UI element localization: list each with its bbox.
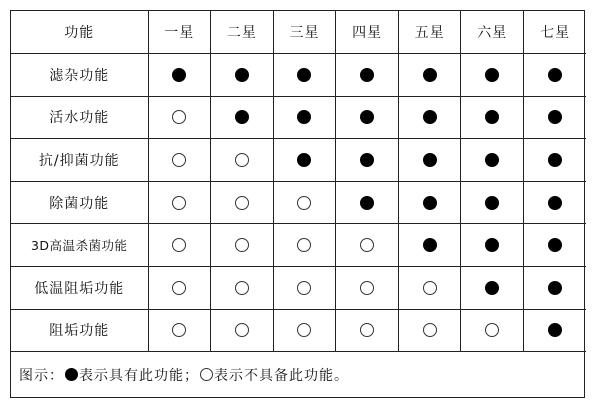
feature-cell xyxy=(336,96,399,139)
feature-cell xyxy=(524,224,587,267)
filled-dot-icon xyxy=(423,196,437,210)
table-row xyxy=(11,267,586,310)
feature-cell xyxy=(148,96,211,139)
legend-empty-text: 表示不具备此功能。 xyxy=(214,367,349,384)
feature-cell xyxy=(148,181,211,224)
feature-cell xyxy=(336,224,399,267)
table-row xyxy=(11,54,586,97)
feature-cell xyxy=(524,96,587,139)
filled-dot-icon xyxy=(423,110,437,124)
feature-cell xyxy=(211,96,274,139)
filled-dot-icon xyxy=(485,281,499,295)
empty-dot-icon xyxy=(200,368,213,381)
feature-cell xyxy=(273,224,336,267)
header-star-6: 六星 xyxy=(461,11,524,54)
filled-dot-icon xyxy=(485,110,499,124)
empty-dot-icon xyxy=(423,281,437,295)
feature-cell xyxy=(148,139,211,182)
empty-dot-icon xyxy=(172,323,186,337)
feature-cell xyxy=(461,96,524,139)
feature-cell xyxy=(148,309,211,352)
empty-dot-icon xyxy=(360,238,374,252)
empty-dot-icon xyxy=(235,153,249,167)
header-star-7: 七星 xyxy=(524,11,587,54)
empty-dot-icon xyxy=(172,238,186,252)
feature-cell xyxy=(273,139,336,182)
header-star-3: 三星 xyxy=(273,11,336,54)
feature-cell xyxy=(148,54,211,97)
header-feature-cell: 功能 xyxy=(11,11,148,54)
empty-dot-icon xyxy=(172,153,186,167)
empty-dot-icon xyxy=(297,281,311,295)
filled-dot-icon xyxy=(297,68,311,82)
feature-cell xyxy=(461,139,524,182)
filled-dot-icon xyxy=(485,153,499,167)
empty-dot-icon xyxy=(297,196,311,210)
empty-dot-icon xyxy=(360,281,374,295)
table-row xyxy=(11,224,586,267)
table-row xyxy=(11,96,586,139)
feature-cell xyxy=(336,139,399,182)
header-star-4: 四星 xyxy=(336,11,399,54)
filled-dot-icon xyxy=(548,323,562,337)
feature-label: 滤杂功能 xyxy=(11,54,148,97)
feature-cell xyxy=(336,181,399,224)
filled-dot-icon xyxy=(548,238,562,252)
feature-cell xyxy=(398,309,461,352)
feature-cell xyxy=(273,309,336,352)
filled-dot-icon xyxy=(423,238,437,252)
empty-dot-icon xyxy=(235,323,249,337)
filled-dot-icon xyxy=(423,68,437,82)
feature-cell xyxy=(461,267,524,310)
feature-cell xyxy=(398,224,461,267)
feature-cell xyxy=(398,181,461,224)
filled-dot-icon xyxy=(360,153,374,167)
feature-table xyxy=(11,11,586,352)
feature-cell xyxy=(461,309,524,352)
filled-dot-icon xyxy=(297,153,311,167)
feature-cell xyxy=(211,181,274,224)
feature-cell xyxy=(336,309,399,352)
feature-cell xyxy=(148,267,211,310)
filled-dot-icon xyxy=(423,153,437,167)
empty-dot-icon xyxy=(172,196,186,210)
table-body xyxy=(11,54,586,352)
filled-dot-icon xyxy=(235,68,249,82)
feature-cell xyxy=(211,139,274,182)
feature-cell xyxy=(211,54,274,97)
feature-cell xyxy=(398,54,461,97)
feature-cell xyxy=(524,309,587,352)
feature-cell xyxy=(461,54,524,97)
filled-dot-icon xyxy=(548,196,562,210)
filled-dot-icon xyxy=(65,368,78,381)
header-star-1: 一星 xyxy=(148,11,211,54)
empty-dot-icon xyxy=(297,323,311,337)
feature-label: 活水功能 xyxy=(11,96,148,139)
feature-cell xyxy=(336,54,399,97)
feature-cell xyxy=(273,181,336,224)
legend xyxy=(11,351,584,397)
filled-dot-icon xyxy=(360,68,374,82)
filled-dot-icon xyxy=(485,68,499,82)
feature-cell xyxy=(524,267,587,310)
feature-cell xyxy=(211,267,274,310)
feature-cell xyxy=(461,181,524,224)
filled-dot-icon xyxy=(548,153,562,167)
feature-cell xyxy=(461,224,524,267)
header-star-2: 二星 xyxy=(211,11,274,54)
filled-dot-icon xyxy=(297,110,311,124)
feature-label: 低温阻垢功能 xyxy=(11,267,148,310)
empty-dot-icon xyxy=(172,110,186,124)
empty-dot-icon xyxy=(423,323,437,337)
filled-dot-icon xyxy=(360,110,374,124)
empty-dot-icon xyxy=(235,281,249,295)
feature-cell xyxy=(273,96,336,139)
table-row xyxy=(11,309,586,352)
feature-label: 阻垢功能 xyxy=(11,309,148,352)
feature-cell xyxy=(211,224,274,267)
feature-cell xyxy=(398,96,461,139)
table-row xyxy=(11,139,586,182)
feature-comparison-table xyxy=(10,10,585,398)
empty-dot-icon xyxy=(297,238,311,252)
filled-dot-icon xyxy=(172,68,186,82)
empty-dot-icon xyxy=(360,323,374,337)
table-row xyxy=(11,181,586,224)
feature-cell xyxy=(524,181,587,224)
feature-label: 抗/抑菌功能 xyxy=(11,139,148,182)
feature-cell xyxy=(524,139,587,182)
feature-cell xyxy=(273,54,336,97)
empty-dot-icon xyxy=(485,323,499,337)
header-star-5: 五星 xyxy=(398,11,461,54)
feature-cell xyxy=(148,224,211,267)
feature-cell xyxy=(398,267,461,310)
filled-dot-icon xyxy=(548,110,562,124)
header-row xyxy=(11,11,586,54)
empty-dot-icon xyxy=(172,281,186,295)
feature-cell xyxy=(273,267,336,310)
legend-filled-text: 表示具有此功能； xyxy=(79,367,199,384)
filled-dot-icon xyxy=(360,196,374,210)
filled-dot-icon xyxy=(485,238,499,252)
feature-cell xyxy=(211,309,274,352)
feature-label: 除菌功能 xyxy=(11,181,148,224)
filled-dot-icon xyxy=(548,281,562,295)
empty-dot-icon xyxy=(235,238,249,252)
filled-dot-icon xyxy=(235,110,249,124)
legend-prefix: 图示： xyxy=(19,367,64,384)
filled-dot-icon xyxy=(485,196,499,210)
feature-cell xyxy=(398,139,461,182)
filled-dot-icon xyxy=(548,68,562,82)
feature-cell xyxy=(336,267,399,310)
feature-cell xyxy=(524,54,587,97)
empty-dot-icon xyxy=(235,196,249,210)
feature-label: 3D高温杀菌功能 xyxy=(11,224,148,267)
